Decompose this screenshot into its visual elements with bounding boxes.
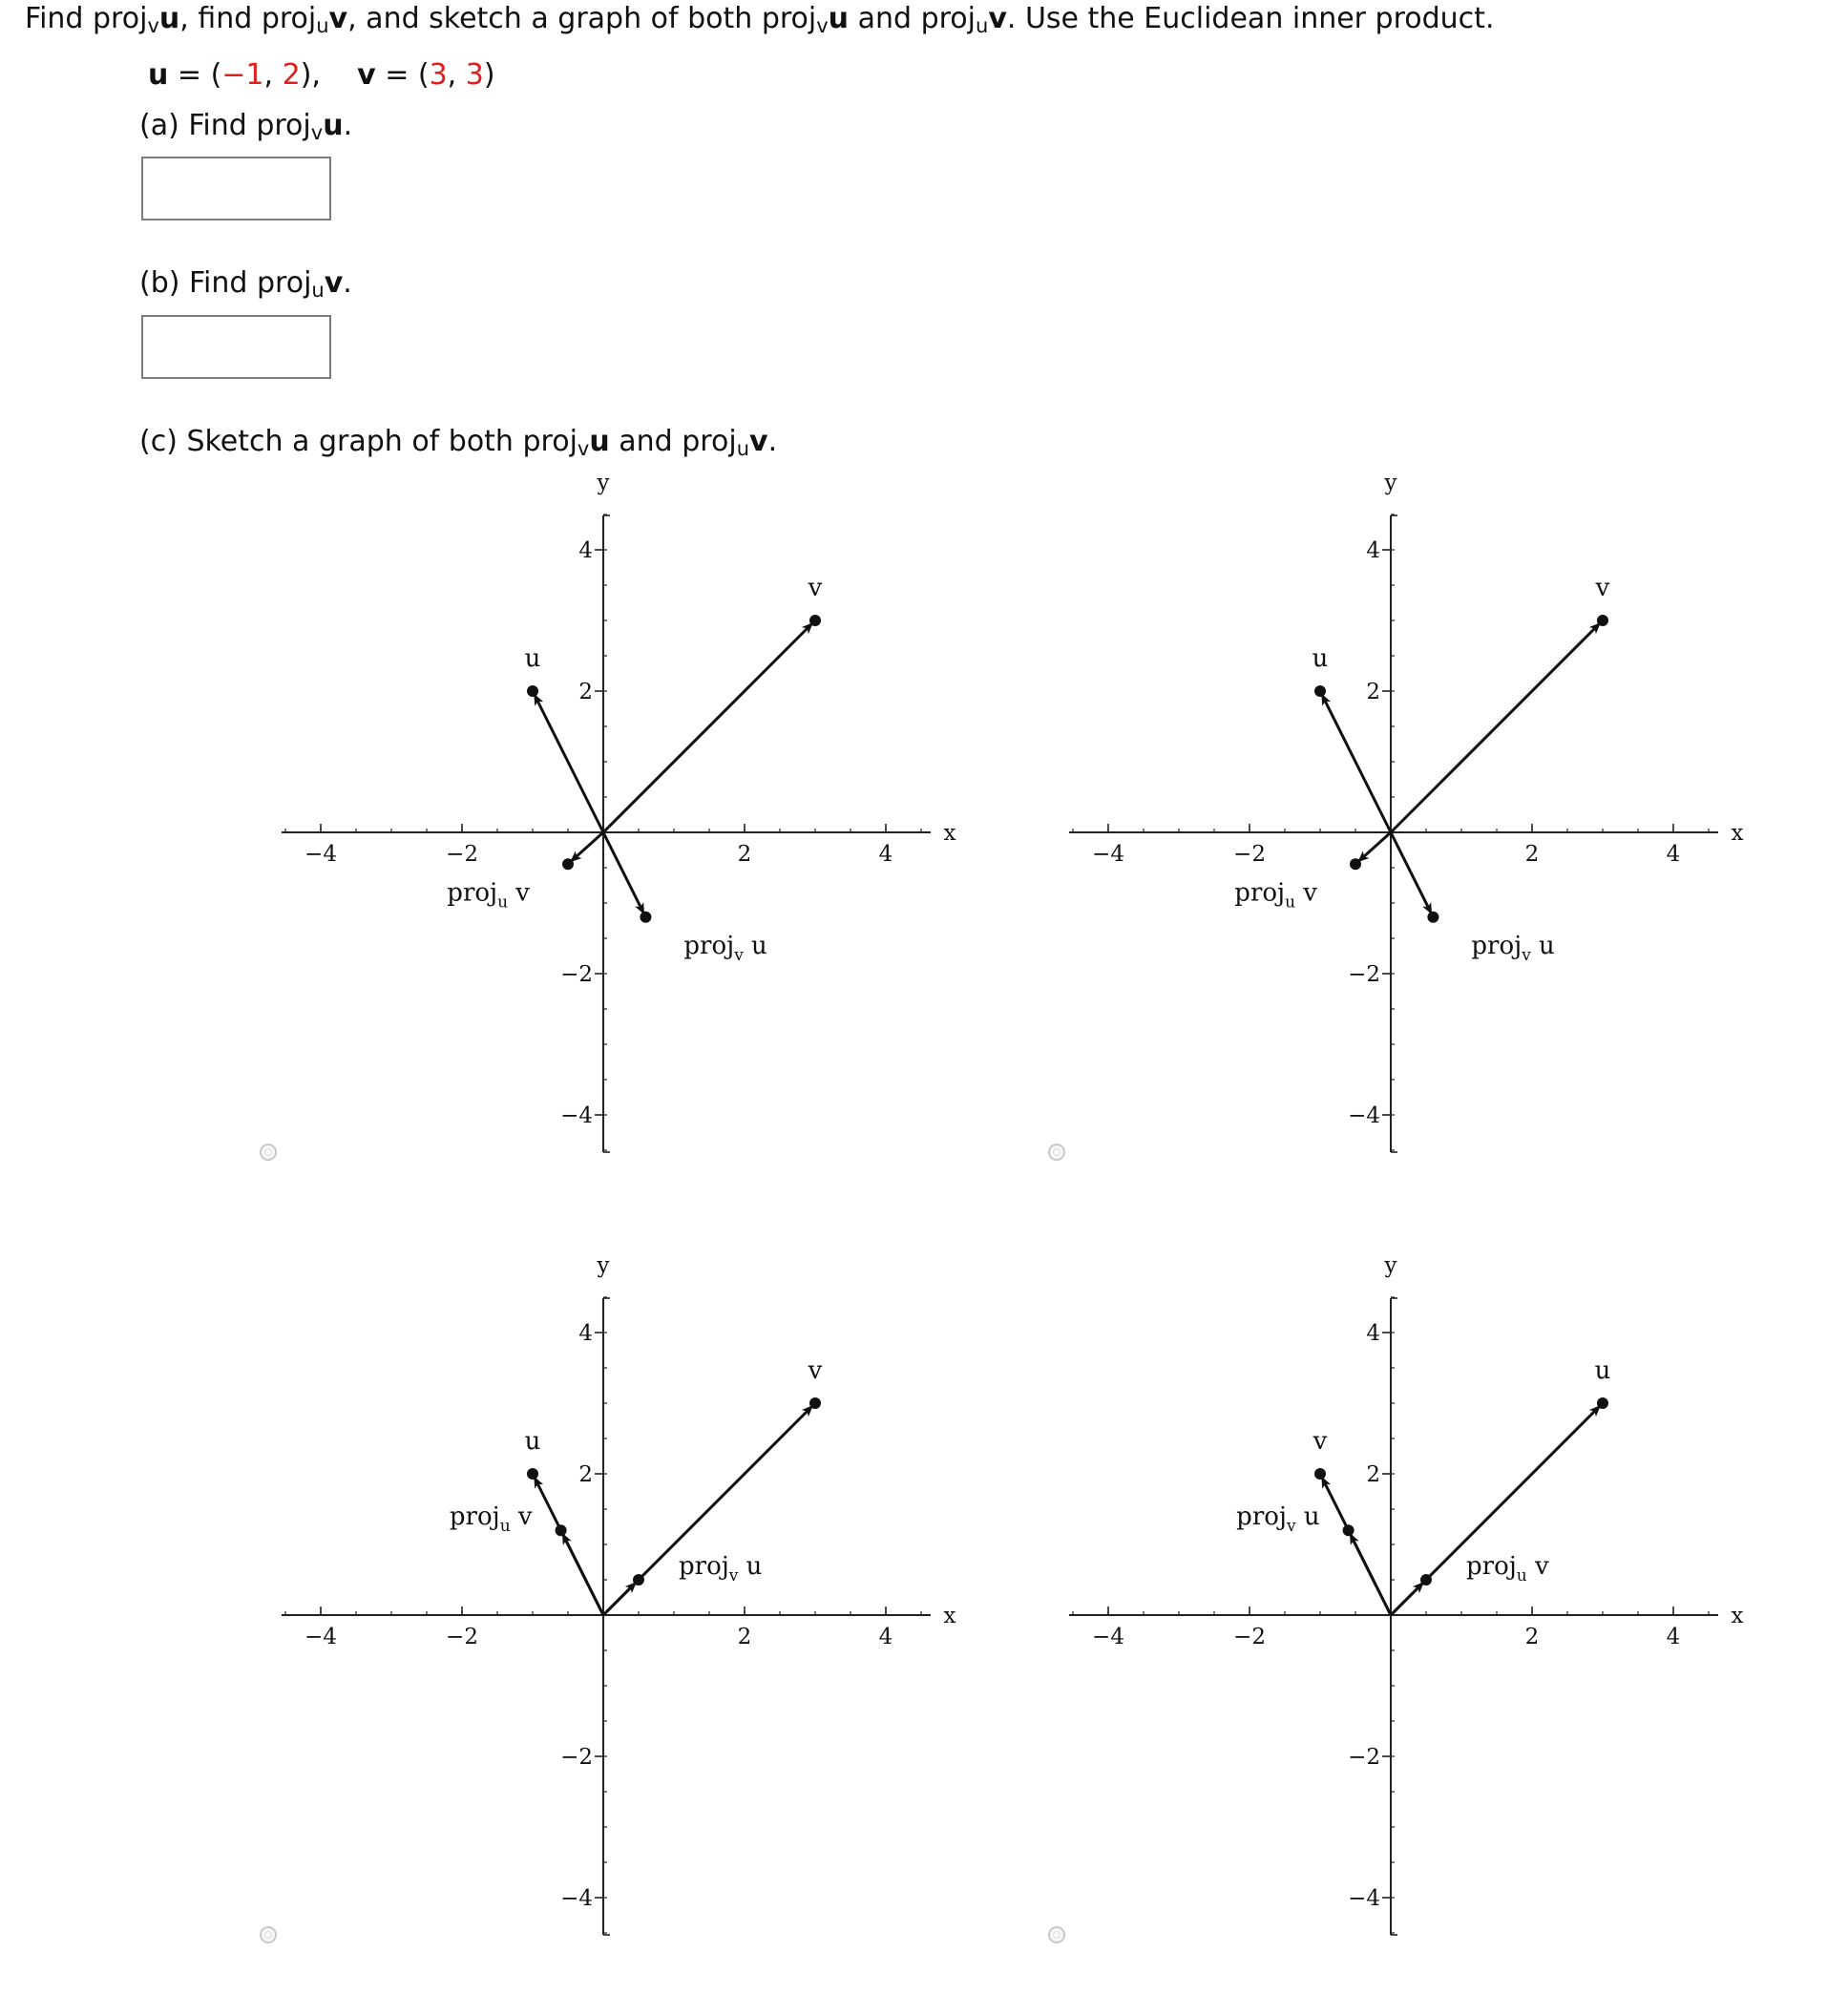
graph-option-4-radio[interactable] (1048, 1926, 1065, 1943)
g3-label-proj_u_v: proj$_u$ v (449, 1502, 533, 1537)
g4-vector-v-endpoint (1314, 1468, 1326, 1480)
g1-vector-u-endpoint (527, 685, 538, 697)
graph-option-2 (1036, 458, 1761, 1212)
g4-label-u: u (1594, 1356, 1611, 1385)
g1-vector-v-endpoint (809, 615, 821, 626)
g4-label-v: v (1312, 1427, 1328, 1456)
g3-x-axis-label: x (943, 1604, 956, 1628)
g3-vector-proj_v_u-endpoint (633, 1574, 644, 1586)
g4-x-axis-label: x (1731, 1604, 1744, 1628)
g3-y-tick-label: −4 (560, 1886, 593, 1911)
problem-statement: Find proj$_v$u, find proj$_u$v, and sketch a graph of both proj$_v$u and proj$_u$v. Use the Euclidean inner product. (25, 2, 1495, 37)
graph-option-3 (248, 1241, 974, 1995)
g3-vector-proj_u_v-endpoint (556, 1524, 567, 1536)
g2-vector-proj_u_v (1355, 832, 1391, 864)
g1-label-u: u (524, 644, 541, 673)
g1-x-tick-label: 2 (737, 842, 752, 867)
graph-option-2-svg (1036, 458, 1761, 1212)
g2-label-proj_u_v: proj$_u$ v (1234, 878, 1317, 913)
g2-y-axis-label: y (1384, 471, 1397, 495)
graph-option-1-radio[interactable] (260, 1144, 277, 1161)
g2-vector-u (1320, 691, 1391, 832)
g1-vector-proj_v_u (603, 832, 645, 917)
g4-y-tick-label: 4 (1366, 1321, 1380, 1346)
g3-vector-proj_v_u (603, 1580, 639, 1615)
part-a-answer-input[interactable] (141, 157, 331, 220)
g3-x-tick-label: −4 (304, 1625, 337, 1649)
g1-vector-proj_u_v-endpoint (562, 858, 574, 870)
part-c-prompt: (c) Sketch a graph of both proj$_v$u and proj$_u$v. (139, 425, 778, 460)
g2-vector-v (1391, 620, 1603, 832)
g1-x-tick-label: −4 (304, 842, 337, 867)
g4-x-tick-label: 2 (1524, 1625, 1540, 1649)
g2-vector-proj_u_v-endpoint (1350, 858, 1361, 870)
g4-x-tick-label: −2 (1233, 1625, 1266, 1649)
graph-option-3-svg (248, 1241, 974, 1995)
g2-x-axis-label: x (1731, 821, 1744, 846)
g3-vector-v-endpoint (809, 1397, 821, 1409)
g4-x-tick-label: −4 (1092, 1625, 1124, 1649)
g3-label-proj_v_u: proj$_v$ u (679, 1552, 763, 1586)
g4-vector-proj_u_v-endpoint (1420, 1574, 1432, 1586)
g2-vector-proj_v_u-endpoint (1427, 912, 1438, 923)
g2-vector-u-endpoint (1314, 685, 1326, 697)
g3-vector-proj_u_v (561, 1530, 603, 1615)
g4-label-proj_u_v: proj$_u$ v (1466, 1552, 1549, 1586)
vector-definitions: u = (−1, 2), v = (3, 3) (148, 58, 495, 92)
g1-label-proj_v_u: proj$_v$ u (683, 931, 767, 965)
graph-option-1 (248, 458, 974, 1212)
graph-option-4 (1036, 1241, 1761, 1995)
g3-vector-u-endpoint (527, 1468, 538, 1480)
g2-label-proj_v_u: proj$_v$ u (1471, 931, 1555, 965)
g2-x-tick-label: −2 (1233, 842, 1266, 867)
g4-y-tick-label: 2 (1366, 1462, 1380, 1487)
g3-y-axis-label: y (597, 1253, 610, 1278)
g1-x-axis-label: x (943, 821, 956, 846)
g1-label-proj_u_v: proj$_u$ v (447, 878, 530, 913)
g4-y-tick-label: −4 (1348, 1886, 1380, 1911)
g1-vector-proj_u_v (568, 832, 603, 864)
graph-option-4-svg (1036, 1241, 1761, 1995)
graph-option-3-radio[interactable] (260, 1926, 277, 1943)
g1-x-tick-label: −2 (446, 842, 478, 867)
g1-y-tick-label: −4 (560, 1103, 593, 1128)
g2-y-tick-label: −2 (1348, 962, 1380, 987)
g4-x-tick-label: 4 (1666, 1625, 1681, 1649)
graph-option-1-svg (248, 458, 974, 1212)
g2-vector-proj_v_u (1391, 832, 1433, 917)
g2-label-v: v (1595, 574, 1610, 602)
g4-vector-proj_v_u (1349, 1530, 1391, 1615)
part-b-answer-input[interactable] (141, 315, 331, 379)
g1-y-tick-label: −2 (560, 962, 593, 987)
g2-y-tick-label: 4 (1366, 538, 1380, 563)
part-b-prompt: (b) Find proj$_u$v. (139, 266, 352, 302)
g2-x-tick-label: 4 (1666, 842, 1681, 867)
g3-x-tick-label: 2 (737, 1625, 752, 1649)
g4-y-axis-label: y (1384, 1253, 1397, 1278)
g1-vector-v (603, 620, 815, 832)
part-a-prompt: (a) Find proj$_v$u. (139, 109, 353, 144)
g1-y-tick-label: 2 (578, 680, 593, 704)
g1-y-tick-label: 4 (578, 538, 593, 563)
g1-vector-proj_v_u-endpoint (640, 912, 651, 923)
g2-label-u: u (1312, 644, 1329, 673)
g1-y-axis-label: y (597, 471, 610, 495)
g3-x-tick-label: 4 (878, 1625, 893, 1649)
g3-y-tick-label: 4 (578, 1321, 593, 1346)
g2-vector-v-endpoint (1597, 615, 1608, 626)
g2-y-tick-label: 2 (1366, 680, 1380, 704)
g1-x-tick-label: 4 (878, 842, 893, 867)
g4-y-tick-label: −2 (1348, 1745, 1380, 1770)
g3-label-v: v (808, 1356, 823, 1385)
g3-label-u: u (524, 1427, 541, 1456)
g2-x-tick-label: 2 (1524, 842, 1540, 867)
g2-y-tick-label: −4 (1348, 1103, 1380, 1128)
g4-label-proj_v_u: proj$_v$ u (1236, 1502, 1320, 1537)
g3-y-tick-label: −2 (560, 1745, 593, 1770)
graph-option-2-radio[interactable] (1048, 1144, 1065, 1161)
g3-x-tick-label: −2 (446, 1625, 478, 1649)
g2-x-tick-label: −4 (1092, 842, 1124, 867)
g1-vector-u (533, 691, 603, 832)
g4-vector-proj_v_u-endpoint (1343, 1524, 1354, 1536)
g3-y-tick-label: 2 (578, 1462, 593, 1487)
g1-label-v: v (808, 574, 823, 602)
g4-vector-proj_u_v (1391, 1580, 1426, 1615)
g4-vector-u-endpoint (1597, 1397, 1608, 1409)
